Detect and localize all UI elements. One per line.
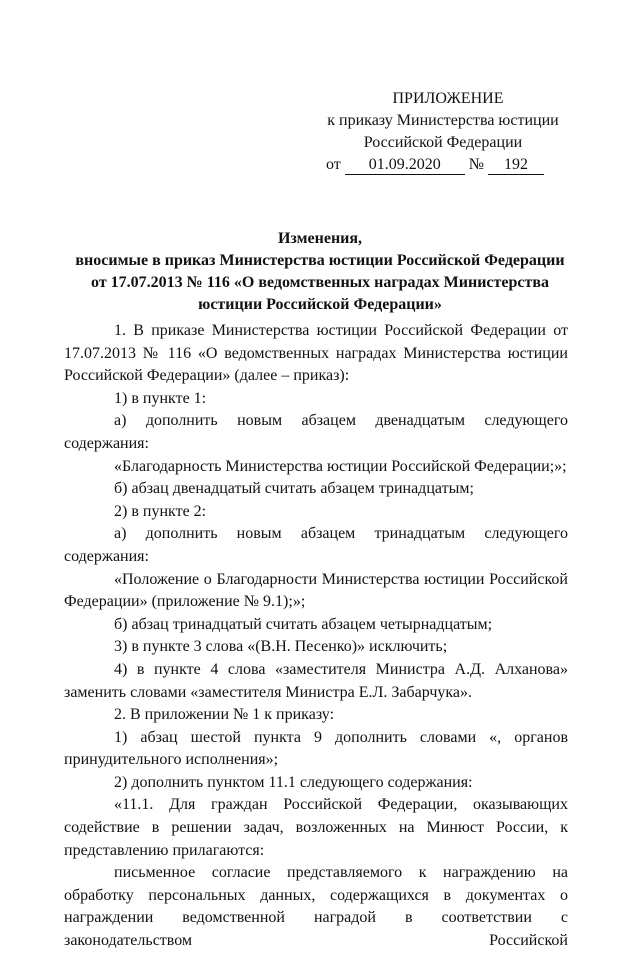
appendix-title: ПРИЛОЖЕНИЕ xyxy=(392,90,504,107)
appendix-block xyxy=(318,88,568,176)
paragraph: письменное согласие представляемого к награждению на обработку персональных данных, содержащихся в документах о награждении ведомственной наградой в соответствии с законодательством Российской xyxy=(64,864,568,950)
paragraph: а) дополнить новым абзацем двенадцатым следующего содержания: xyxy=(64,412,568,452)
number-sign: № xyxy=(468,156,485,173)
heading-line-1: Изменения, xyxy=(277,230,363,247)
appendix-line-1: к приказу Министерства юстиции xyxy=(327,112,559,129)
paragraph: «11.1. Для граждан Российской Федерации, оказывающих содействие в решении задач, возложенных на Минюст России, к представлению прилагаются: xyxy=(64,796,568,859)
appendix-line-2: Российской Федерации xyxy=(363,134,523,151)
paragraph: «Положение о Благодарности Министерства юстиции Российской Федерации» (приложение № 9.1);»; xyxy=(64,570,568,611)
paragraph: 1) абзац шестой пункта 9 дополнить словами «, органов принудительного исполнения»; xyxy=(64,728,568,769)
paragraph: 4) в пункте 4 слова «заместителя Министра А.Д. Алханова» заменить словами «заместителя Министра Е.Л. Забарчука». xyxy=(64,660,568,701)
paragraph: 1. В приказе Министерства юстиции Российской Федерации от 17.07.2013 № 116 «О ведомственных наградах Министерства юстиции Российской Федерации» (далее – приказ): xyxy=(64,322,568,385)
paragraph: 2) дополнить пунктом 11.1 следующего содержания: xyxy=(114,773,473,791)
paragraph: «Благодарность Министерства юстиции Российской Федерации;»; xyxy=(114,457,567,475)
paragraph: б) абзац двенадцатый считать абзацем тринадцатым; xyxy=(114,480,474,498)
paragraph: 1) в пункте 1: xyxy=(114,389,207,407)
order-date: 01.09.2020 xyxy=(345,156,465,175)
paragraph: а) дополнить новым абзацем тринадцатым следующего содержания: xyxy=(64,525,568,565)
heading-line-2: вносимые в приказ Министерства юстиции Российской Федерации xyxy=(75,252,565,269)
document-heading xyxy=(60,228,580,316)
paragraph: 3) в пункте 3 слова «(В.Н. Песенко)» исключить; xyxy=(114,638,448,656)
appendix-date-line xyxy=(318,154,568,176)
paragraph: 2) в пункте 2: xyxy=(114,502,207,520)
heading-line-3: от 17.07.2013 № 116 «О ведомственных наградах Министерства xyxy=(91,274,549,291)
paragraph: 2. В приложении № 1 к приказу: xyxy=(114,706,335,724)
heading-line-4: юстиции Российской Федерации» xyxy=(198,296,442,313)
document-body xyxy=(64,320,568,953)
date-prefix: от xyxy=(326,156,341,173)
paragraph: б) абзац тринадцатый считать абзацем четырнадцатым; xyxy=(114,615,493,633)
order-number: 192 xyxy=(488,156,544,175)
